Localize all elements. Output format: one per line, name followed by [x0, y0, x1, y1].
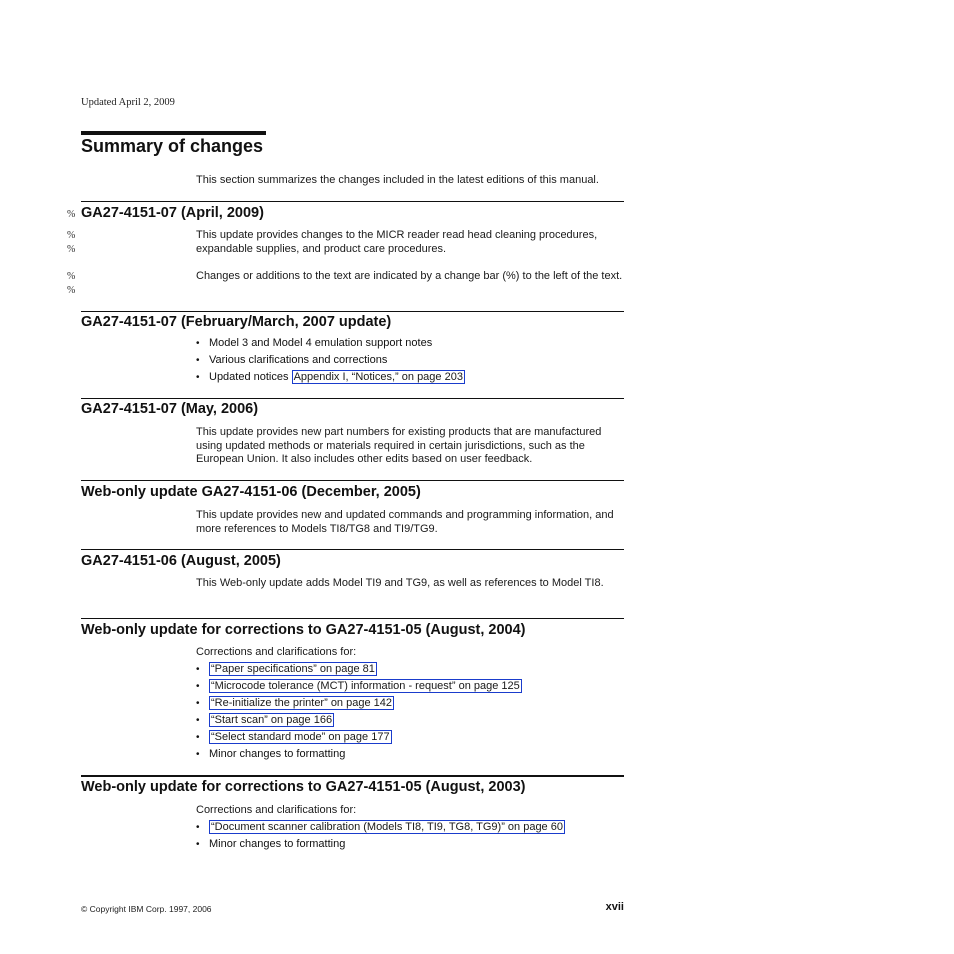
paper-specifications-link[interactable]: “Paper specifications” on page 81 — [211, 663, 375, 675]
section-lead: Corrections and clarifications for: — [196, 804, 357, 816]
section-heading: GA27-4151-07 (April, 2009) — [81, 205, 264, 221]
change-bar: % — [67, 285, 76, 296]
list-item — [196, 821, 565, 838]
section-heading: Web-only update for corrections to GA27-4151-05 (August, 2004) — [81, 622, 526, 638]
start-scan-link[interactable]: “Start scan” on page 166 — [211, 714, 333, 726]
list-item: • Updated notices Appendix I, “Notices,” on page 203 — [196, 371, 465, 388]
section-rule — [81, 775, 624, 777]
microcode-tolerance-link[interactable]: “Microcode tolerance (MCT) information - request” on page 125 — [211, 680, 520, 692]
section-paragraph: This Web-only update adds Model TI9 and TG9, as well as references to Model TI8. — [196, 577, 604, 589]
list-item — [196, 731, 522, 748]
bullet-list — [196, 337, 465, 388]
list-item — [196, 663, 522, 680]
change-bar: % — [67, 271, 76, 282]
section-paragraph: This update provides new part numbers for existing products that are manufactured using updated methods or materials required in certain jurisdictions, such as the European Union. It also includes other edits based on user feedback. — [196, 426, 602, 466]
section-heading: GA27-4151-07 (February/March, 2007 update) — [81, 314, 392, 330]
section-heading: GA27-4151-07 (May, 2006) — [81, 401, 259, 417]
list-item: • Various clarifications and corrections — [196, 354, 465, 371]
section-paragraph: This update provides new and updated commands and programming information, and more references to Models TI8/TG8 and TI9/TG9. — [196, 509, 614, 535]
section-paragraph: Changes or additions to the text are indicated by a change bar (%) to the left of the text. — [196, 270, 623, 282]
bullet-list — [196, 821, 565, 855]
notices-appendix-link[interactable]: Appendix I, “Notices,” on page 203 — [293, 371, 463, 383]
section-rule — [81, 311, 624, 312]
section-heading: Web-only update GA27-4151-06 (December, 2005) — [81, 484, 421, 500]
copyright: © Copyright IBM Corp. 1997, 2006 — [81, 904, 212, 914]
section-heading: GA27-4151-06 (August, 2005) — [81, 553, 281, 569]
page-title: Summary of changes — [81, 136, 264, 156]
list-item: • Minor changes to formatting — [196, 748, 522, 765]
change-bar: % — [67, 209, 76, 220]
list-item: • Model 3 and Model 4 emulation support notes — [196, 337, 465, 354]
list-item: • Minor changes to formatting — [196, 838, 565, 855]
section-rule — [81, 618, 624, 619]
intro-paragraph: This section summarizes the changes included in the latest editions of this manual. — [196, 174, 599, 186]
section-rule — [81, 549, 624, 550]
list-item — [196, 680, 522, 697]
section-paragraph: This update provides changes to the MICR reader read head cleaning procedures, expandable supplies, and product care procedures. — [196, 229, 598, 255]
document-scanner-calibration-link[interactable]: “Document scanner calibration (Models TI8, TI9, TG8, TG9)” on page 60 — [211, 821, 563, 833]
reinitialize-printer-link[interactable]: “Re-initialize the printer” on page 142 — [211, 697, 392, 709]
change-bar: % — [67, 230, 76, 241]
select-standard-mode-link[interactable]: “Select standard mode” on page 177 — [211, 731, 390, 743]
section-lead: Corrections and clarifications for: — [196, 646, 357, 658]
list-item — [196, 714, 522, 731]
change-bar: % — [67, 244, 76, 255]
page-number: xvii — [605, 901, 624, 913]
section-rule — [81, 480, 624, 481]
updated-date: Updated April 2, 2009 — [81, 97, 175, 108]
list-item — [196, 697, 522, 714]
section-rule — [81, 398, 624, 399]
section-heading: Web-only update for corrections to GA27-4151-05 (August, 2003) — [81, 779, 526, 795]
section-rule — [81, 201, 624, 202]
bullet-list — [196, 663, 522, 765]
